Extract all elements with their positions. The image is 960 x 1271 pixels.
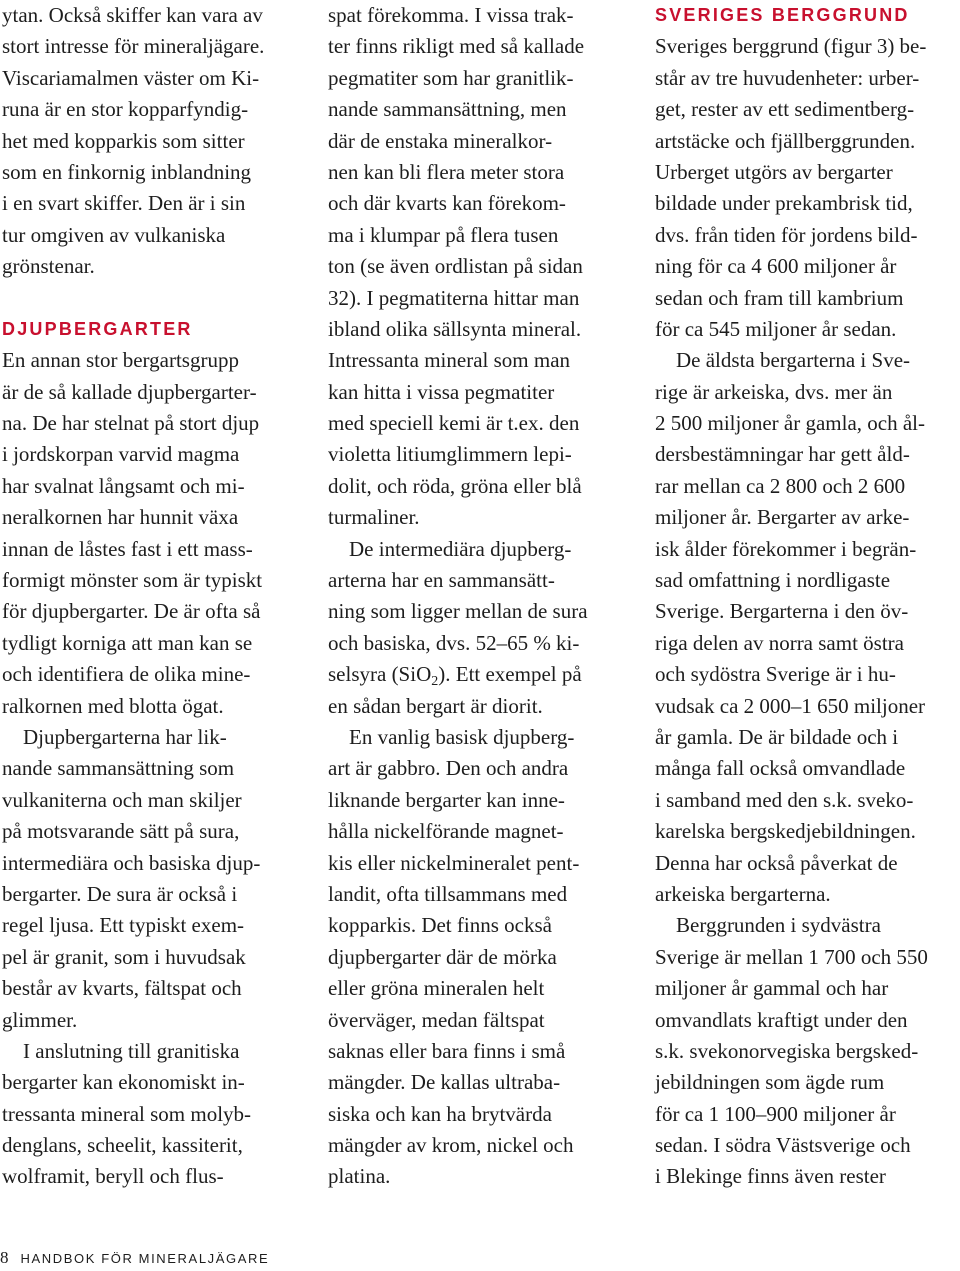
paragraph: [2, 0, 310, 283]
text-line: hålla nickelförande magnet-: [328, 819, 564, 844]
text-line: 2 500 miljoner år gamla, och ål-: [655, 411, 925, 436]
text-line: Berggrunden i sydvästra: [655, 913, 881, 938]
page-footer: [0, 1248, 269, 1268]
text-line: där de enstaka mineralkor-: [328, 128, 553, 153]
text-line: överväger, medan fältspat: [328, 1007, 545, 1032]
text-line: Viscariamalmen väster om Ki-: [2, 65, 260, 90]
text-line: och sydöstra Sverige är i hu-: [655, 662, 896, 687]
subscript: 2: [431, 674, 439, 690]
text-line: stort intresse för mineraljägare.: [2, 34, 265, 59]
text-line: består av kvarts, fältspat och: [2, 976, 242, 1001]
text-line: bergarter. De sura är också i: [2, 881, 238, 906]
text-line: Denna har också påverkat de: [655, 850, 898, 875]
paragraph: [328, 534, 638, 722]
text-line: ter finns rikligt med så kallade: [328, 34, 585, 59]
text-line: glimmer.: [2, 1007, 78, 1032]
text-line: många fall också omvandlade: [655, 756, 906, 781]
text-line: dersbestämningar har gett åld-: [655, 442, 910, 467]
text-line: art är gabbro. Den och andra: [328, 756, 569, 781]
text-line: tur omgiven av vulkaniska: [2, 222, 226, 247]
text-line: är de så kallade djupbergarter-: [2, 379, 257, 404]
text-line: ralkornen med blotta ögat.: [2, 693, 224, 718]
text-line: ning för ca 4 600 miljoner år: [655, 254, 897, 279]
text-line: jebildningen som ägde rum: [655, 1070, 885, 1095]
text-line: pel är granit, som i huvudsak: [2, 944, 246, 969]
text-line: arkeiska bergarterna.: [655, 881, 831, 906]
text-line: En annan stor bergartsgrupp: [2, 348, 239, 373]
text-line: bildade under prekambrisk tid,: [655, 191, 913, 216]
text-line: saknas eller bara finns i små: [328, 1038, 566, 1063]
text-line: [328, 659, 638, 690]
text-line: för ca 1 100–900 miljoner år: [655, 1101, 896, 1126]
text-line: nande sammansättning som: [2, 756, 235, 781]
text-line: intermediära och basiska djup-: [2, 850, 261, 875]
text-line: kis eller nickelmineralet pent-: [328, 850, 580, 875]
text-line: sad omfattning i nordligaste: [655, 568, 891, 593]
text-line: get, rester av ett sedimentberg-: [655, 97, 915, 122]
text-line: formigt mönster som är typiskt: [2, 568, 263, 593]
text-line: kopparkis. Det finns också: [328, 913, 552, 938]
text-line: karelska bergskedjebildningen.: [655, 819, 916, 844]
text-line: på motsvarande sätt på sura,: [2, 819, 240, 844]
text-line: Sverige är mellan 1 700 och 550: [655, 944, 928, 969]
text-line: och identifiera de olika mine-: [2, 662, 251, 687]
text-line: De äldsta bergarterna i Sve-: [655, 348, 911, 373]
text-line: i Blekinge finns även rester: [655, 1164, 886, 1189]
text-line: rige är arkeiska, dvs. mer än: [655, 379, 893, 404]
text-run: selsyra (SiO: [328, 662, 432, 687]
text-line: tydligt korniga att man kan se: [2, 630, 253, 655]
text-line: na. De har stelnat på stort djup: [2, 411, 260, 436]
text-line: miljoner år. Bergarter av arke-: [655, 505, 910, 530]
text-line: rar mellan ca 2 800 och 2 600: [655, 473, 906, 498]
text-column-left: [2, 0, 310, 1193]
text-line: för djupbergarter. De är ofta så: [2, 599, 261, 624]
text-line: liknande bergarter kan inne-: [328, 787, 565, 812]
text-line: omvandlats kraftigt under den: [655, 1007, 908, 1032]
paragraph: [655, 910, 958, 1193]
text-line: regel ljusa. Ett typiskt exem-: [2, 913, 245, 938]
paragraph: [655, 31, 958, 345]
paragraph: [655, 345, 958, 910]
text-line: Urberget utgörs av bergarter: [655, 159, 893, 184]
text-line: isk ålder förekommer i begrän-: [655, 536, 917, 561]
text-column-middle: [328, 0, 638, 1193]
running-title: HANDBOK FÖR MINERALJÄGARE: [20, 1251, 270, 1266]
paragraph: [2, 722, 310, 1036]
paragraph: [2, 1036, 310, 1193]
text-line: grönstenar.: [2, 254, 95, 279]
text-line: mängder. De kallas ultraba-: [328, 1070, 561, 1095]
text-line: innan de låstes fast i ett mass-: [2, 536, 253, 561]
text-line: neralkornen har hunnit växa: [2, 505, 239, 530]
text-line: denglans, scheelit, kassiterit,: [2, 1133, 243, 1158]
text-line: siska och kan ha brytvärda: [328, 1101, 552, 1126]
text-line: dolit, och röda, gröna eller blå: [328, 473, 582, 498]
paragraph-gap: [2, 283, 310, 314]
text-line: kan hitta i vissa pegmatiter: [328, 379, 555, 404]
text-line: Sveriges berggrund (figur 3) be-: [655, 34, 927, 59]
text-line: het med kopparkis som sitter: [2, 128, 245, 153]
text-line: ytan. Också skiffer kan vara av: [2, 3, 263, 27]
text-line: nen kan bli flera meter stora: [328, 159, 565, 184]
text-line: 32). I pegmatiterna hittar man: [328, 285, 580, 310]
text-line: bergarter kan ekonomiskt in-: [2, 1070, 245, 1095]
text-line: artstäcke och fjällberggrunden.: [655, 128, 916, 153]
text-line: pegmatiter som har granitlik-: [328, 65, 574, 90]
text-line: landit, ofta tillsammans med: [328, 881, 568, 906]
text-line: dvs. från tiden för jordens bild-: [655, 222, 918, 247]
text-line: violetta litiumglimmern lepi-: [328, 442, 572, 467]
paragraph: [328, 722, 638, 1193]
text-line: sedan och fram till kambrium: [655, 285, 904, 310]
text-line: för ca 545 miljoner år sedan.: [655, 316, 897, 341]
text-line: år gamla. De är bildade och i: [655, 724, 899, 749]
text-line: arterna har en sammansätt-: [328, 568, 555, 593]
text-line: turmaliner.: [328, 505, 420, 530]
text-line: sedan. I södra Västsverige och: [655, 1133, 911, 1158]
text-line: vudsak ca 2 000–1 650 miljoner: [655, 693, 926, 718]
text-line: platina.: [328, 1164, 391, 1189]
text-line: s.k. svekonorvegiska bergsked-: [655, 1038, 919, 1063]
text-line: Djupbergarterna har lik-: [2, 724, 227, 749]
text-line: har svalnat långsamt och mi-: [2, 473, 245, 498]
text-line: i jordskorpan varvid magma: [2, 442, 240, 467]
text-line: ibland olika sällsynta mineral.: [328, 316, 582, 341]
text-line: tressanta mineral som molyb-: [2, 1101, 252, 1126]
text-line: vulkaniterna och man skiljer: [2, 787, 242, 812]
text-line: De intermediära djupberg-: [328, 536, 572, 561]
text-run: ). Ett exempel på: [438, 662, 582, 687]
text-line: miljoner år gammal och har: [655, 976, 889, 1001]
text-line: ma i klumpar på flera tusen: [328, 222, 559, 247]
paragraph: [328, 0, 638, 534]
text-line: mängder av krom, nickel och: [328, 1133, 574, 1158]
text-line: och basiska, dvs. 52–65 % ki-: [328, 630, 580, 655]
text-line: Intressanta mineral som man: [328, 348, 571, 373]
text-line: djupbergarter där de mörka: [328, 944, 557, 969]
text-line: ning som ligger mellan de sura: [328, 599, 588, 624]
text-line: med speciell kemi är t.ex. den: [328, 411, 580, 436]
text-line: som en finkornig inblandning: [2, 159, 252, 184]
section-heading: DJUPBERGARTER: [2, 318, 193, 339]
text-line: i samband med den s.k. sveko-: [655, 787, 914, 812]
text-line: en sådan bergart är diorit.: [328, 693, 543, 718]
text-line: Sverige. Bergarterna i den öv-: [655, 599, 909, 624]
text-line: ton (se även ordlistan på sidan: [328, 254, 583, 279]
text-line: nande sammansättning, men: [328, 97, 567, 122]
text-line: runa är en stor kopparfyndig-: [2, 97, 249, 122]
text-line: i en svart skiffer. Den är i sin: [2, 191, 246, 216]
text-line: och där kvarts kan förekom-: [328, 191, 566, 216]
text-line: riga delen av norra samt östra: [655, 630, 904, 655]
section-heading: SVERIGES BERGGRUND: [655, 5, 910, 25]
text-line: En vanlig basisk djupberg-: [328, 724, 575, 749]
text-line: I anslutning till granitiska: [2, 1038, 240, 1063]
text-line: spat förekomma. I vissa trak-: [328, 3, 574, 27]
paragraph: [2, 345, 310, 722]
text-line: står av tre huvudenheter: urber-: [655, 65, 920, 90]
text-column-right: [655, 0, 958, 1193]
page-number: 8: [0, 1248, 9, 1267]
text-line: eller gröna mineralen helt: [328, 976, 545, 1001]
text-line: wolframit, beryll och flus-: [2, 1164, 224, 1189]
